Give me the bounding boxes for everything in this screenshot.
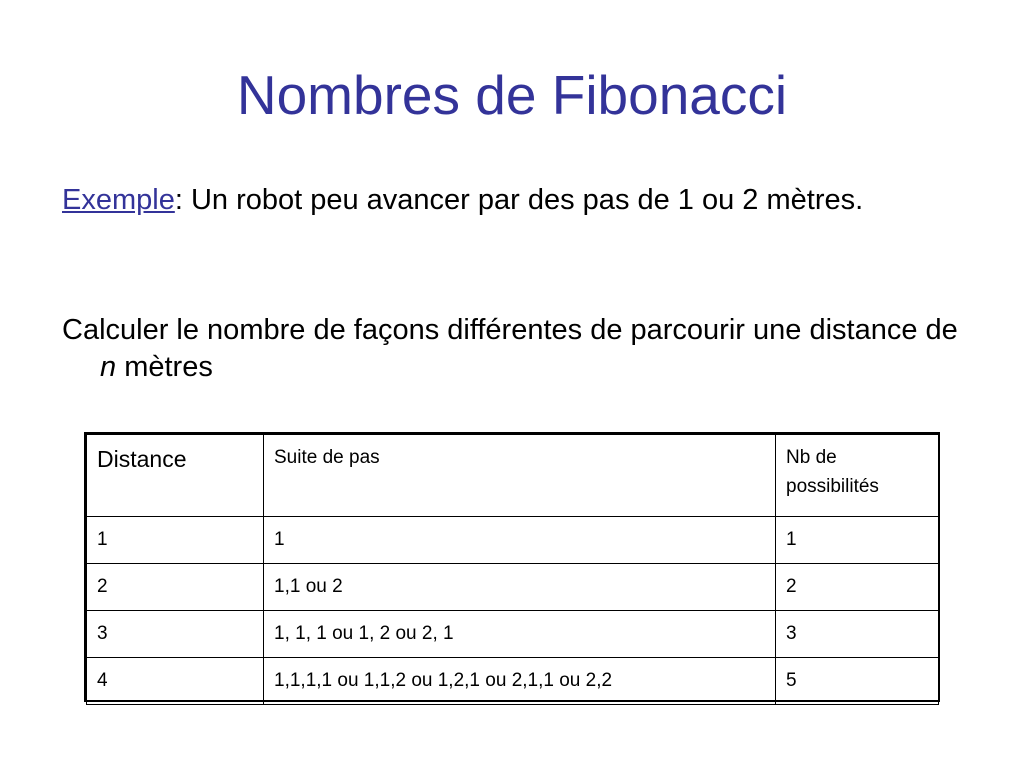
steps-table-container [84,432,940,702]
steps-table [86,434,939,705]
cell-possibilities: 1 [776,517,939,564]
header-distance: Distance [87,435,264,517]
question-text-after: mètres [116,351,213,383]
example-paragraph [62,182,980,219]
cell-steps: 1, 1, 1 ou 1, 2 ou 2, 1 [264,611,776,658]
header-possibilities: Nb de possibilités [776,435,939,517]
table-row [87,564,939,611]
cell-steps: 1,1,1,1 ou 1,1,2 ou 1,2,1 ou 2,1,1 ou 2,2 [264,658,776,705]
example-link[interactable]: Exemple [62,184,175,216]
cell-distance: 1 [87,517,264,564]
table-header-row [87,435,939,517]
cell-possibilities: 2 [776,564,939,611]
question-paragraph [62,312,980,386]
example-text: : Un robot peu avancer par des pas de 1 ou 2 mètres. [174,184,864,216]
slide-title: Nombres de Fibonacci [236,64,788,126]
cell-distance: 4 [87,658,264,705]
cell-distance: 3 [87,611,264,658]
question-variable: n [100,351,117,383]
table-row [87,658,939,705]
cell-possibilities: 3 [776,611,939,658]
cell-distance: 2 [87,564,264,611]
cell-steps: 1 [264,517,776,564]
cell-possibilities: 5 [776,658,939,705]
table-row [87,517,939,564]
question-text-before: Calculer le nombre de façons différentes de parcourir une distance de [62,314,958,346]
header-steps: Suite de pas [264,435,776,517]
cell-steps: 1,1 ou 2 [264,564,776,611]
table-row [87,611,939,658]
